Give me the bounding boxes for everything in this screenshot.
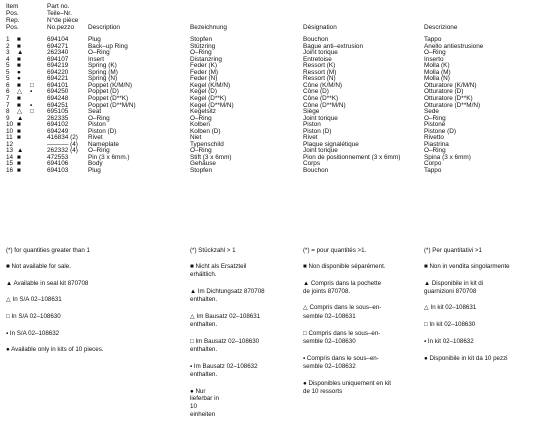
footnote-fr-line: ● Disponibles uniquement en kit [303, 380, 392, 387]
row-description-en: Body [88, 160, 103, 168]
row-description-de: Stift (3 x 6mm) [190, 153, 232, 161]
row-description-en: O–Ring [88, 147, 110, 155]
footnote-en-line: (*) for quantities greater than 1 [6, 247, 90, 254]
header-partno-en: Part no. [47, 3, 70, 10]
row-description-fr: Cône (D) [303, 88, 329, 96]
footnote-fr-line: ▲ Compris dans la pochette [303, 280, 382, 287]
row-description-de: Feder (K) [190, 62, 217, 70]
header-partno-it: No.pezzo [47, 24, 74, 31]
row-description-de: Typenschild [190, 140, 224, 148]
row-item-number: 3 [6, 49, 10, 57]
row-description-en: Poppet (D**M/N) [88, 101, 136, 109]
row-item-number: 4 [6, 55, 10, 63]
row-marker-icon: △ [17, 108, 22, 116]
row-subassembly-icon: ▪ [30, 101, 33, 109]
row-description-fr: Corps [303, 160, 321, 168]
header-item-it: Pos. [6, 24, 19, 31]
row-part-number: 694102 [47, 121, 69, 129]
row-marker-icon: ● [17, 68, 21, 76]
row-description-fr: Ressort (K) [303, 62, 336, 70]
row-description-en: Seat [88, 108, 102, 116]
row-subassembly-icon: □ [30, 81, 34, 89]
row-marker-icon: ■ [17, 127, 21, 135]
row-description-it: O–Ring [424, 147, 446, 155]
row-description-en: Pin (3 x 6mm.) [88, 153, 130, 161]
row-item-number: 11 [6, 134, 13, 142]
row-description-it: Corpo [424, 160, 442, 168]
footnote-de-line: △ Im Bausatz 02–108631 [190, 313, 261, 320]
header-descrizione: Descrizione [424, 24, 458, 31]
row-description-fr: Cône (K/M/N) [303, 81, 343, 89]
row-description-en: Rivet [88, 134, 103, 142]
row-part-number: 694251 [47, 101, 69, 109]
row-description-de: Feder (M) [190, 68, 219, 76]
row-marker-icon: ■ [17, 134, 21, 142]
row-description-en: Plug [88, 36, 101, 43]
row-item-number: 8 [6, 108, 10, 116]
row-description-en: O–Ring [88, 49, 110, 57]
footnote-de-line: erhältlich. [190, 271, 217, 278]
footnote-it-line: ▪ In kit 02–108632 [424, 338, 474, 345]
row-description-it: O–Ring [424, 114, 446, 122]
footnote-fr-line: ■ Non disponible séparément. [303, 263, 386, 270]
row-description-fr: Piston [303, 121, 321, 129]
footnote-de-line: (*) Stückzahl > 1 [190, 247, 236, 254]
row-marker-icon: ▲ [17, 147, 24, 155]
row-subassembly-icon: □ [30, 108, 34, 116]
footnote-de-line: ▪ Im Bausatz 02–108632 [190, 363, 258, 370]
header-bezeichnung: Bezeichnung [190, 24, 227, 31]
row-part-number: 694104 [47, 36, 69, 43]
footnote-de-line: lieferbar in [190, 395, 219, 402]
row-marker-icon: ■ [17, 42, 21, 50]
row-description-fr: Siège [303, 108, 320, 116]
row-part-number: 262332 (4) [47, 147, 78, 155]
row-marker-icon: ■ [17, 55, 21, 63]
row-description-en: Spring (M) [88, 68, 118, 76]
row-description-fr: Bouchon [303, 167, 329, 174]
footnote-de-line: 10 [190, 403, 197, 410]
row-marker-icon: ■ [17, 81, 21, 89]
footnote-it-line: (*) Per quantitativi >1 [424, 247, 482, 254]
row-part-number: 694220 [47, 68, 69, 76]
row-description-it: Pistone [424, 121, 446, 129]
row-description-de: Feder (N) [190, 75, 218, 83]
footnote-fr-line: △ Compris dans le sous–en- [303, 304, 382, 311]
row-description-en: Spring (N) [88, 75, 118, 83]
header-partno-de: Teile–Nr. [47, 10, 72, 17]
header-item-fr: Rep. [6, 17, 20, 24]
row-item-number: 16 [6, 167, 14, 174]
row-description-de: Kegel (D**K) [190, 94, 227, 102]
row-description-en: Plug [88, 167, 101, 174]
row-description-fr: Joint torique [303, 147, 338, 155]
header-designation: Désignation [303, 24, 337, 31]
footnote-it-line: △ In kit 02–108631 [424, 304, 477, 311]
row-description-it: Otturatore (D**K) [424, 94, 473, 102]
row-part-number: 695105 [47, 108, 69, 116]
row-description-it: Otturatore (K/M/N) [424, 81, 477, 89]
row-marker-icon: ■ [17, 121, 21, 129]
row-marker-icon: △ [17, 88, 22, 96]
row-description-de: Stützring [190, 42, 216, 50]
row-part-number: 694106 [47, 160, 69, 168]
row-description-fr: Bouchon [303, 36, 329, 43]
row-description-it: Molla (N) [424, 75, 450, 83]
row-description-fr: Piston (D) [303, 127, 332, 135]
footnote-en-line: △ In S/A 02–108631 [6, 296, 62, 303]
footnote-it-line: ▲ Disponibile in kit di [424, 280, 484, 287]
row-part-number: 694107 [47, 55, 69, 63]
row-item-number: 5 [6, 62, 10, 70]
row-marker-icon: ■ [17, 101, 21, 109]
footnote-it-line: guarnizioni 870708 [424, 288, 477, 295]
row-item-number: 10 [6, 127, 14, 135]
row-item-number: 14 [6, 153, 14, 161]
footnote-fr-line: semble 02–108630 [303, 338, 356, 345]
row-description-de: Kolben (D) [190, 127, 221, 135]
row-description-fr: Joint torique [303, 49, 338, 57]
row-marker-icon: ■ [17, 94, 21, 102]
row-description-fr: Bague anti–extrusion [303, 42, 364, 50]
row-description-it: O–Ring [424, 49, 446, 57]
footnote-de-line: ● Nur [190, 388, 206, 395]
row-description-it: Tappo [424, 167, 442, 174]
row-part-number: 694248 [47, 94, 69, 102]
row-marker-icon: ■ [17, 167, 21, 174]
row-description-en: Poppet (D) [88, 88, 119, 96]
row-description-de: O–Ring [190, 114, 212, 122]
row-part-number: 472553 [47, 153, 69, 161]
row-description-it: Otturatore (D) [424, 88, 464, 96]
row-description-it: Piastrina [424, 140, 449, 148]
footnote-de-line: □ Im Bausatz 02–108630 [190, 338, 260, 345]
row-description-fr: Plaque signalétique [303, 140, 359, 148]
footnote-en-line: ● Available only in kits of 10 pieces. [6, 346, 104, 353]
row-description-de: Gehäuse [190, 160, 216, 168]
footnote-it-line: ■ Non in vendita singolarmente [424, 263, 510, 270]
row-description-fr: Rivet [303, 134, 318, 142]
row-description-de: Kegel (D) [190, 88, 217, 96]
row-marker-icon: ▲ [17, 114, 24, 122]
row-item-number: 13 [6, 147, 14, 155]
row-item-number: 12 [6, 140, 14, 148]
row-marker-icon: ● [17, 75, 21, 83]
row-item-number: 9 [6, 114, 10, 122]
row-marker-icon: ■ [17, 160, 21, 168]
row-description-it: Molla (M) [424, 68, 451, 76]
footnote-de-line: ▲ Im Dichtungsatz 870708 [190, 288, 265, 295]
footnote-en-line: ■ Not available for sale. [6, 263, 71, 270]
row-subassembly-icon: ▪ [30, 88, 33, 96]
row-part-number: 694219 [47, 62, 69, 70]
row-description-it: Anello antiestrusione [424, 42, 484, 50]
footnote-fr-line: de 10 ressorts [303, 388, 343, 395]
row-item-number: 2 [6, 42, 10, 50]
footnote-de-line: einheiten [190, 411, 216, 418]
row-description-it: Rivetto [424, 134, 444, 142]
row-description-en: Nameplate [88, 140, 119, 148]
row-item-number: 6 [6, 81, 10, 89]
row-description-it: Sede [424, 108, 439, 116]
footnote-fr-line: □ Compris dans le sous–en- [303, 330, 381, 337]
row-description-it: Tappo [424, 36, 442, 43]
footnote-de-line: enthalten. [190, 321, 218, 328]
footnote-fr-line: semble 02–108631 [303, 313, 356, 320]
footnote-fr-line: semble 02–108632 [303, 363, 356, 370]
footnote-en-line: ▪ In S/A 02–108632 [6, 330, 60, 337]
row-item-number: 5 [6, 68, 10, 76]
footnote-fr-line: ▪ Compris dans le sous–en- [303, 355, 379, 362]
footnote-fr-line: de joints 870708. [303, 288, 351, 295]
row-description-fr: Pion de positionnement (3 x 6mm) [303, 153, 401, 161]
row-description-it: Otturatore (D**M/N) [424, 101, 481, 109]
row-description-en: Insert [88, 55, 104, 63]
row-description-it: Pistone (D) [424, 127, 456, 135]
row-item-number: 7 [6, 101, 10, 109]
row-description-en: Spring (K) [88, 62, 117, 70]
row-description-de: Niet [190, 134, 202, 142]
row-description-en: Piston (D) [88, 127, 117, 135]
header-description: Description [88, 24, 120, 31]
row-part-number: –––––– (4) [47, 140, 78, 148]
footnote-de-line: enthalten. [190, 296, 218, 303]
row-description-de: O–Ring [190, 49, 212, 57]
footnote-en-line: ▲ Available in seal kit 870708 [6, 280, 89, 287]
row-marker-icon: ■ [17, 36, 21, 43]
row-marker-icon: ▲ [17, 49, 24, 57]
row-part-number: 262340 [47, 49, 69, 57]
row-description-de: Stopfen [190, 36, 213, 43]
row-item-number: 6 [6, 88, 10, 96]
row-description-de: O–Ring [190, 147, 212, 155]
row-description-it: Molla (K) [424, 62, 450, 70]
footnote-de-line: ■ Nicht als Ersatzteil [190, 263, 247, 270]
row-description-fr: Cône (D**M/N) [303, 101, 346, 109]
footnote-de-line: enthalten. [190, 346, 218, 353]
row-description-en: O–Ring [88, 114, 110, 122]
row-part-number: 694103 [47, 167, 69, 174]
row-description-en: Poppet (D**K) [88, 94, 129, 102]
row-item-number: 5 [6, 75, 10, 83]
footnote-de-line: enthalten. [190, 371, 218, 378]
row-description-fr: Ressort (M) [303, 68, 337, 76]
row-marker-icon: ■ [17, 62, 21, 70]
row-description-fr: Joint torique [303, 114, 338, 122]
row-part-number: 694221 [47, 75, 69, 83]
row-part-number: 694250 [47, 88, 69, 96]
row-description-fr: Entretoise [303, 55, 332, 63]
row-description-fr: Ressort (N) [303, 75, 336, 83]
header-partno-fr: N°de pièce [47, 17, 79, 24]
row-item-number: 7 [6, 94, 10, 102]
footnote-it-line: □ In kit 02–108630 [424, 321, 476, 328]
row-part-number: 262335 [47, 114, 69, 122]
header-item-en: Item [6, 3, 19, 10]
footnote-it-line: ● Disponibile in kit da 10 pezzi [424, 355, 508, 362]
header-item-de: Pos. [6, 10, 19, 17]
row-part-number: 416834 (2) [47, 134, 78, 142]
row-part-number: 694101 [47, 81, 69, 89]
row-description-it: Spina (3 x 6mm) [424, 153, 471, 161]
row-part-number: 694271 [47, 42, 69, 50]
row-item-number: 15 [6, 160, 14, 168]
row-description-fr: Cône (D**K) [303, 94, 339, 102]
row-description-de: Kolben [190, 121, 210, 129]
row-description-de: Stopfen [190, 167, 213, 174]
row-description-de: Distanzring [190, 55, 222, 63]
footnote-en-line: □ In S/A 02–108630 [6, 313, 61, 320]
row-description-it: Inserto [424, 55, 444, 63]
row-description-de: Kegel (D**M/N) [190, 101, 234, 109]
row-description-en: Back–up Ring [88, 42, 128, 50]
row-marker-icon: ■ [17, 153, 21, 161]
row-description-en: Poppet (K/M/N) [88, 81, 133, 89]
row-part-number: 694249 [47, 127, 69, 135]
row-description-de: Kegelsitz [190, 108, 216, 116]
row-description-de: Kegel (K/M/N) [190, 81, 231, 89]
row-item-number: 1 [6, 36, 10, 43]
row-description-en: Piston [88, 121, 106, 129]
footnote-fr-line: (*) = pour quantités >1. [303, 247, 367, 254]
row-item-number: 10 [6, 121, 14, 129]
